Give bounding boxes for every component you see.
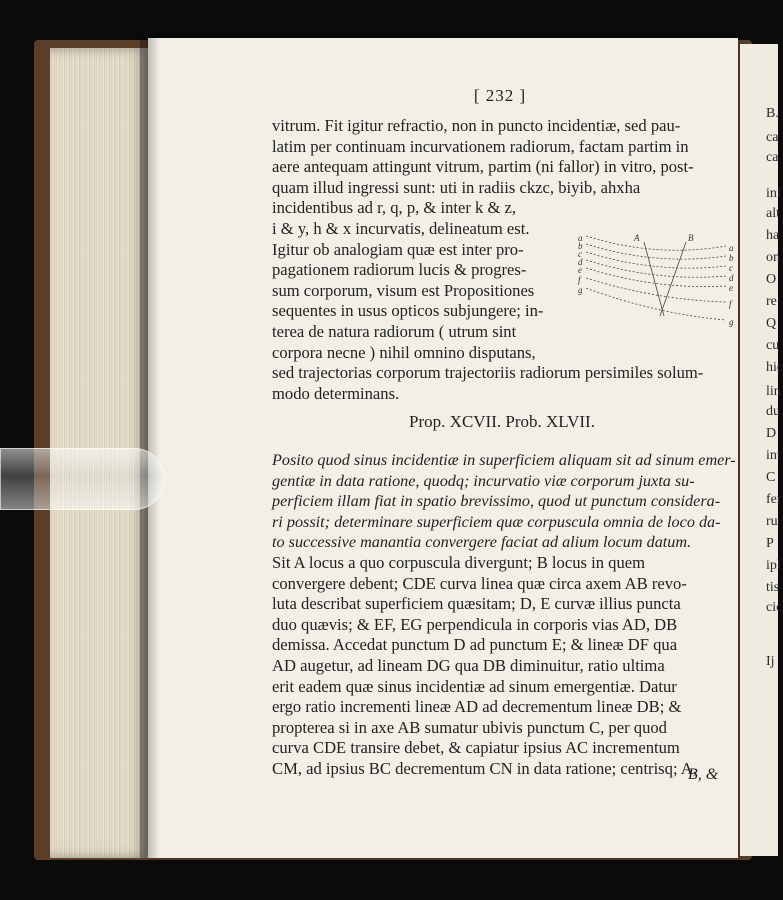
paragraph1-line: quam illud ingressi sunt: uti in radiis ckzc, biyib, ahxha (272, 177, 641, 197)
figure-label: e (729, 283, 733, 293)
paragraph1-line: pagationem radiorum lucis & progres- (272, 260, 527, 280)
figure-label: e (578, 265, 582, 275)
figure-label: a (729, 243, 734, 253)
facing-page-fragment: ipl (766, 558, 781, 573)
glass-page-clip (0, 448, 165, 510)
facing-page-fragment: ca (766, 150, 779, 165)
facing-page-fragment: du (766, 404, 780, 419)
facing-page-fragment: alt (766, 206, 780, 221)
paragraph1-line: sequentes in usus opticos subjungere; in- (272, 301, 544, 321)
paragraph1-line: vitrum. Fit igitur refractio, non in puncto incidentiæ, sed pau- (272, 116, 681, 135)
paragraph1-line: corpora necne ) nihil omnino disputans, (272, 342, 536, 362)
figure-point-label: B (688, 233, 694, 243)
facing-page-fragment: O (766, 272, 777, 287)
facing-page-fragment: B. (766, 106, 779, 121)
paragraph2-line: propterea si in axe AB sumatur ubivis punctum C, per quod (272, 717, 667, 737)
facing-page-fragment: C (766, 470, 776, 485)
paragraph1-line: sed trajectorias corporum trajectoriis radiorum persimiles solum- (272, 363, 704, 383)
paragraph2-line: luta describat superficiem quæsitam; D, E curvæ illius puncta (272, 594, 681, 614)
facing-page-fragment: ca (766, 130, 779, 145)
paragraph1-line: aere antequam attingunt vitrum, partim (ni fallor) in vitro, post- (272, 157, 694, 177)
facing-page-fragment: cic (766, 600, 783, 615)
facing-page-fragment: Ij (766, 654, 775, 669)
facing-page-fragment: P (766, 536, 774, 551)
figure-label: c (729, 263, 733, 273)
next-page-edge (740, 44, 783, 856)
figure-label: d (729, 273, 734, 283)
paragraph1-line: modo determinans. (272, 383, 400, 403)
paragraph2-line: demissa. Accedat punctum D ad punctum E; & lineæ DF qua (272, 635, 678, 655)
paragraph2-line: convergere debent; CDE curva linea quæ circa axem AB revo- (272, 573, 687, 593)
paragraph1-line: incidentibus ad r, q, p, & inter k & z, (272, 198, 517, 218)
figure-label: f (578, 275, 581, 285)
proposition-heading: Prop. XCVII. Prob. XLVII. (409, 412, 595, 431)
facing-page-fragment: tis (766, 580, 780, 595)
paragraph-2 (272, 553, 734, 780)
figure-label: g (729, 317, 734, 327)
facing-page-fragment: hic (766, 360, 783, 375)
facing-page-fragment: ru (766, 514, 778, 529)
facing-page-fragment: cu (766, 338, 780, 353)
spine-shadow (140, 38, 160, 858)
enunciation-line: perficiem illam fiat in spatio brevissimo, quod ut punctum considera- (272, 492, 721, 511)
figure-label: f (729, 299, 732, 309)
figure-label: b (578, 241, 583, 251)
figure-label: c (578, 249, 582, 259)
facing-page-fragment: on (766, 250, 780, 265)
facing-page-fragment: ha (766, 228, 780, 243)
facing-page-fragment: lin (766, 384, 781, 399)
figure-point-label: A (634, 233, 640, 243)
paragraph2-line: curva CDE transire debet, & capiatur ipsius AC incrementum (272, 738, 680, 758)
facing-page-fragment: re (766, 294, 777, 309)
refraction-figure (576, 228, 738, 328)
paragraph1-line: i & y, h & x incurvatis, delineatum est. (272, 218, 530, 238)
enunciation-line: gentiæ in data ratione, quodq; incurvatio viæ corporum juxta su- (272, 471, 695, 490)
facing-page-fragment: D (766, 426, 777, 441)
figure-label: a (578, 233, 583, 243)
enunciation-line: to successive manantia convergere faciat ad alium locum datum. (272, 533, 692, 552)
facing-page-fragment: int (766, 448, 781, 463)
paragraph2-line: AD augetur, ad lineam DG qua DB diminuitur, ratio ultima (272, 655, 665, 675)
paragraph1-line: latim per continuam incurvationem radiorum, factam partim in (272, 136, 689, 156)
paragraph1-line: terea de natura radiorum ( utrum sint (272, 321, 517, 341)
facing-page-fragment: inf (766, 186, 782, 201)
figure-label: g (578, 285, 583, 295)
enunciation (272, 450, 734, 553)
paragraph2-line: Sit A locus a quo corpuscula divergunt; B locus in quem (272, 553, 646, 572)
catchword: B, & (688, 766, 719, 783)
paragraph1-line: sum corporum, visum est Propositiones (272, 280, 535, 300)
facing-page-fragment: fer (766, 492, 782, 507)
paragraph1-line: Igitur ob analogiam quæ est inter pro- (272, 239, 524, 259)
paragraph2-line: ergo ratio incrementi lineæ AD ad decrementum lineæ DB; & (272, 697, 682, 717)
paragraph2-line: CM, ad ipsius BC decrementum CN in data ratione; centrisq; A, (272, 758, 697, 778)
paragraph2-line: duo quævis; & EF, EG perpendicula in corporis vias AD, DB (272, 614, 678, 634)
facing-page-fragment: Q (766, 316, 777, 331)
paragraph2-line: erit eadem quæ sinus incidentiæ ad sinum emergentiæ. Datur (272, 676, 677, 696)
page-number: [ 232 ] (473, 86, 527, 105)
enunciation-line: Posito quod sinus incidentiæ in superficiem aliquam sit ad sinum emer- (272, 451, 736, 469)
enunciation-line: ri possit; determinare superficiem quæ corpuscula omnia de loco da- (272, 512, 721, 531)
figure-label: d (578, 257, 583, 267)
figure-label: b (729, 253, 734, 263)
